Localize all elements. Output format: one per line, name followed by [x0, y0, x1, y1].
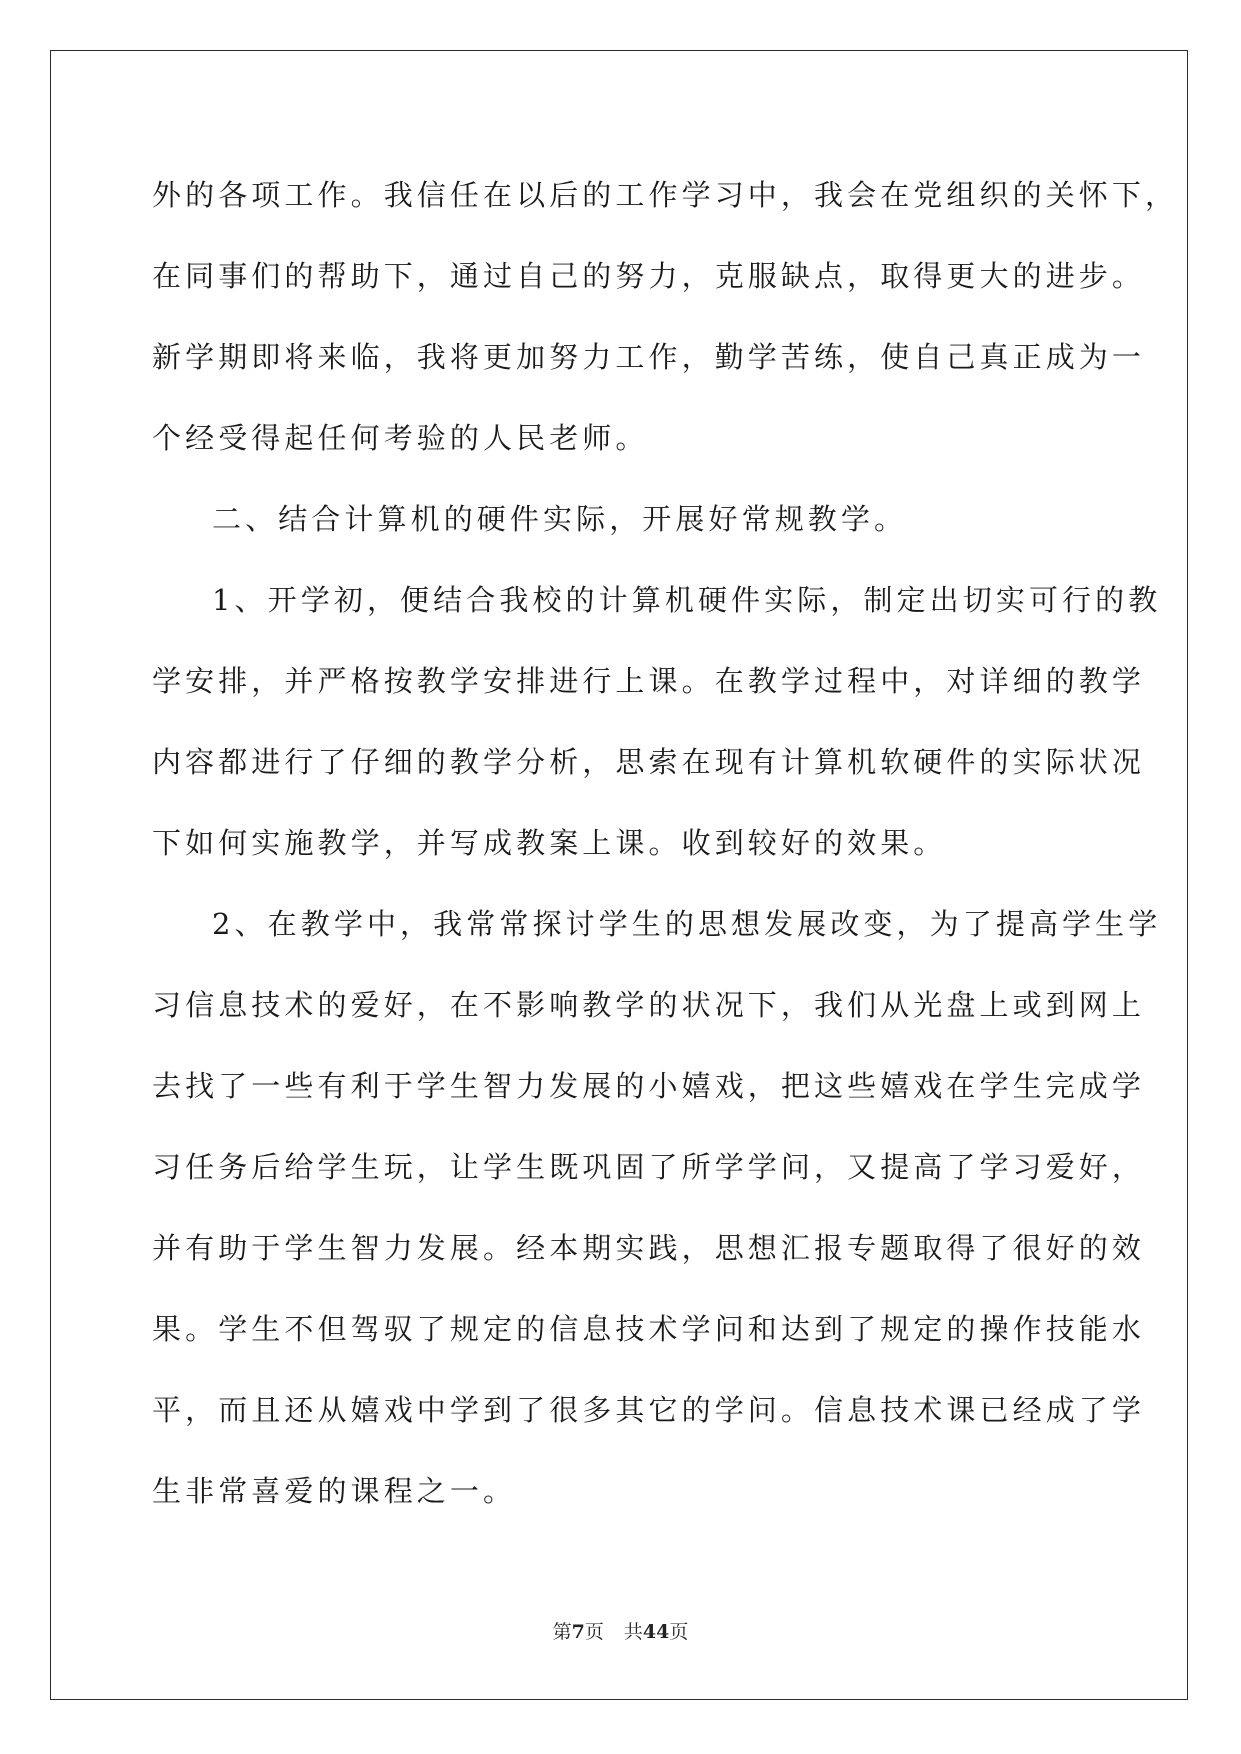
text-line: 并有助于学生智力发展。经本期实践，思想汇报专题取得了很好的效	[152, 1231, 1146, 1265]
total-suffix: 页	[669, 1621, 689, 1643]
text-line: 外的各项工作。我信任在以后的工作学习中，我会在党组织的关怀下，	[152, 178, 1179, 212]
section-heading: 二、结合计算机的硬件实际，开展好常规教学。	[212, 502, 908, 536]
text-line: 内容都进行了仔细的教学分析，思索在现有计算机软硬件的实际状况	[152, 745, 1146, 779]
text-line: 习信息技术的爱好，在不影响教学的状况下，我们从光盘上或到网上	[152, 988, 1146, 1022]
text-line: 下如何实施教学，并写成教案上课。收到较好的效果。	[152, 826, 947, 860]
document-body	[152, 155, 1179, 1532]
total-prefix: 共	[623, 1621, 643, 1643]
text-line: 平，而且还从嬉戏中学到了很多其它的学问。信息技术课已经成了学	[152, 1393, 1146, 1427]
text-line: 学安排，并严格按教学安排进行上课。在教学过程中，对详细的教学	[152, 664, 1146, 698]
page-footer	[0, 1617, 1241, 1644]
text-line: 新学期即将来临，我将更加努力工作，勤学苦练，使自己真正成为一	[152, 340, 1146, 374]
total-pages: 44	[642, 1621, 670, 1643]
text-line: 个经受得起任何考验的人民老师。	[152, 421, 649, 455]
text-line: 去找了一些有利于学生智力发展的小嬉戏，把这些嬉戏在学生完成学	[152, 1069, 1146, 1103]
paragraph-start: 1、开学初，便结合我校的计算机硬件实际，制定出切实可行的教	[212, 583, 1162, 617]
page-prefix: 第	[552, 1621, 572, 1643]
page-suffix: 页	[584, 1621, 604, 1643]
text-line: 果。学生不但驾驭了规定的信息技术学问和达到了规定的操作技能水	[152, 1312, 1146, 1346]
paragraph-start: 2、在教学中，我常常探讨学生的思想发展改变，为了提高学生学	[212, 907, 1162, 941]
text-line: 习任务后给学生玩，让学生既巩固了所学学问，又提高了学习爱好，	[152, 1150, 1146, 1184]
text-line: 生非常喜爱的课程之一。	[152, 1474, 517, 1508]
text-line: 在同事们的帮助下，通过自己的努力，克服缺点，取得更大的进步。	[152, 259, 1146, 293]
page-number: 7	[571, 1621, 585, 1643]
